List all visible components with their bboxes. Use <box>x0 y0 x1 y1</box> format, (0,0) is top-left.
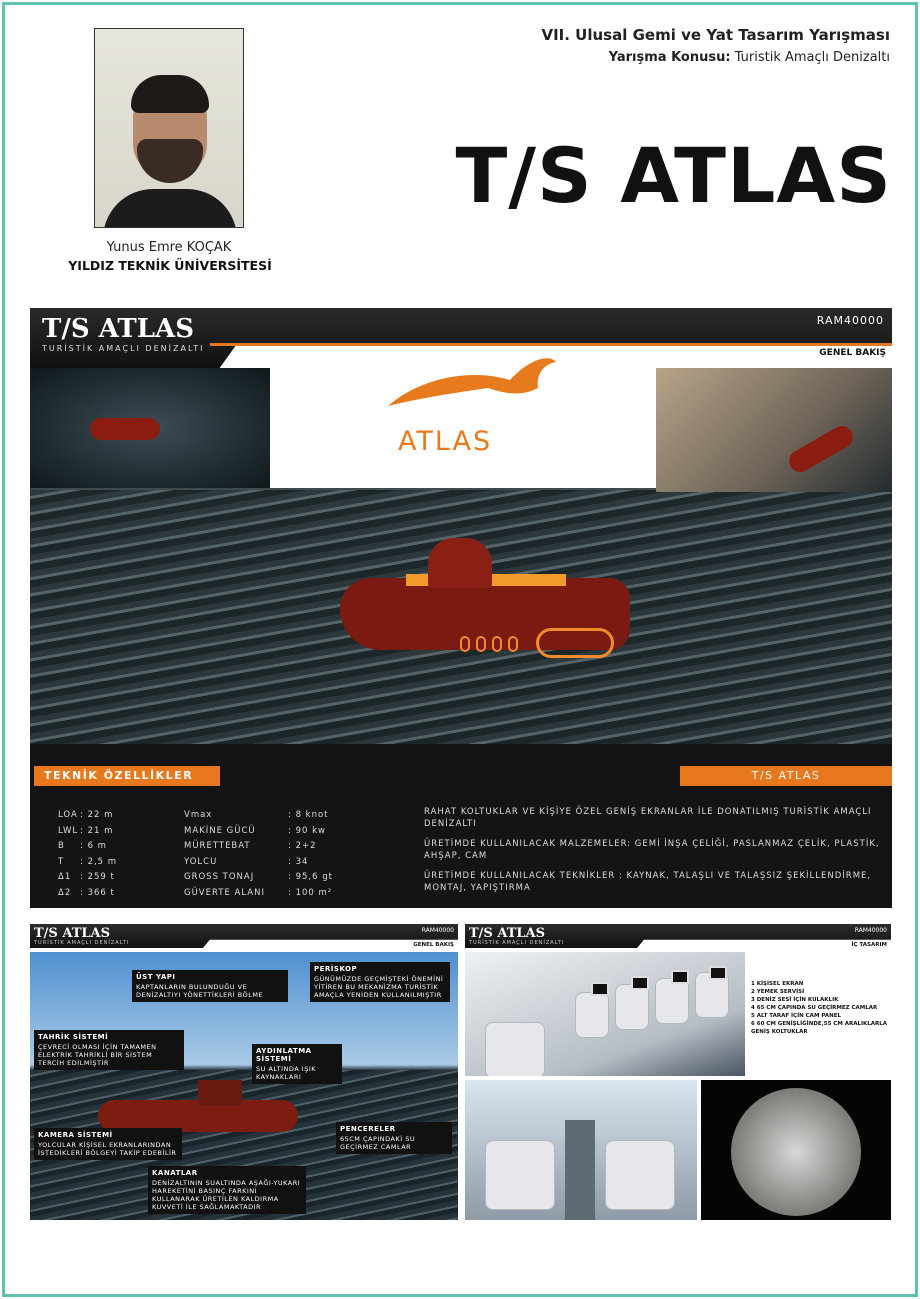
submarine-render <box>340 538 630 648</box>
page-title: T/S ATLAS <box>455 131 892 220</box>
board-view-label: GENEL BAKIŞ <box>819 348 886 358</box>
interior-subtitle: TURİSTİK AMAÇLI DENİZALTI <box>469 940 565 946</box>
interior-legend: 1 KİŞİSEL EKRAN 2 YEMEK SERVİSİ 3 DENİZ SESİ İÇİN KULAKLIK 4 65 CM ÇAPINDA SU GEÇİRMEZ CAMLAR 5 ALT TARAF İÇİN CAM PANEL 6 60 CM GENİŞLİĞİNDE,55 CM ARALIKLARLA GENİŞ KOLTUKLAR <box>751 981 888 1035</box>
author-photo <box>94 28 244 228</box>
spec-right-values: : 8 knot : 90 kw : 2+2 : 34 : 95,6 gt : 100 m² <box>288 810 333 898</box>
callout-aydinlatma: AYDINLATMA SİSTEMİ SU ALTINDA IŞIK KAYNAKLARI <box>252 1044 342 1084</box>
name-label: T/S ATLAS <box>680 766 892 786</box>
specs-label: TEKNİK ÖZELLİKLER <box>34 766 220 786</box>
callout-pencereler: PENCERELER 65CM ÇAPINDAKİ SU GEÇİRMEZ CAMLAR <box>336 1122 452 1154</box>
accent-line <box>210 343 892 346</box>
overview-render <box>30 952 458 1220</box>
render-scene <box>30 368 892 744</box>
competition-title: VII. Ulusal Gemi ve Yat Tasarım Yarışması <box>541 26 890 44</box>
overview-code: RAM40000 <box>421 927 454 934</box>
author-university: YILDIZ TEKNİK ÜNİVERSİTESİ <box>68 258 272 273</box>
callout-tahrik: TAHRİK SİSTEMİ ÇEVRECİ OLMASI İÇİN TAMAMEN ELEKTRİK TAHRİKLİ BİR SİSTEM TERCİH EDİLMİŞTİR <box>34 1030 184 1070</box>
interior-logo: T/S ATLAS <box>469 926 546 941</box>
interior-render-cabin <box>465 1080 697 1220</box>
callout-kanatlar: KANATLAR DENİZALTININ SUALTINDA AŞAĞI-YUKARI HAREKETİNİ BASINÇ FARKINI KULLANARAK ÜRETİLEN KALDIRMA KUVVETİ İLE SAĞLAMAKTADIR <box>148 1166 306 1214</box>
interior-render-porthole <box>701 1080 891 1220</box>
spec-panel <box>30 744 892 908</box>
board-subtitle: TURİSTİK AMAÇLI DENİZALTI <box>42 344 205 353</box>
main-board <box>30 308 892 908</box>
thumbnail-aerial <box>30 368 270 488</box>
author-name: Yunus Emre KOÇAK <box>106 240 232 255</box>
competition-topic: Yarışma Konusu: Turistik Amaçlı Denizaltı <box>608 50 890 65</box>
brand-text: ATLAS <box>398 426 493 457</box>
overview-view-label: GENEL BAKIŞ <box>413 942 454 948</box>
callout-ust-yapi: ÜST YAPI KAPTANLARIN BULUNDUĞU VE DENİZALTIYI YÖNETTİKLERİ BÖLME <box>132 970 288 1002</box>
description: RAHAT KOLTUKLAR VE KİŞİYE ÖZEL GENİŞ EKRANLAR İLE DONATILMIŞ TURİSTİK AMAÇLI DENİZALTI ÜRETİMDE KULLANILACAK MALZEMELER: GEMİ İNŞA ÇELİĞİ, PASLANMAZ ÇELİK, PLASTİK, AHŞAP, CAM ÜRETİMDE KULLANILACAK TEKNİKLER : KAYNAK, TALAŞLI VE TALAŞSIZ ŞEKİLLENDİRME, MONTAJ, YAPIŞTIRMA <box>424 807 880 893</box>
callout-periskop: PERİSKOP GÜNÜMÜZDE GEÇMİŞTEKİ ÖNEMİNİ YİTİREN BU MEKANİZMA TURİSTİK AMAÇLA YENİDEN KULLANILMIŞTIR <box>310 962 450 1002</box>
interior-render-seats <box>465 952 745 1076</box>
board-code: RAM40000 <box>816 314 884 327</box>
interior-board <box>465 924 891 1220</box>
interior-view-label: İÇ TASARIM <box>851 942 887 948</box>
overview-board <box>30 924 458 1220</box>
spec-right-labels: Vmax MAKİNE GÜCÜ MÜRETTEBAT YOLCU GROSS TONAJ GÜVERTE ALANI <box>184 810 265 898</box>
interior-code: RAM40000 <box>854 927 887 934</box>
thumbnail-pier <box>656 368 892 492</box>
atlas-whale-logo <box>380 348 560 420</box>
spec-left-labels: LOA LWL B T Δ1 Δ2 <box>58 810 79 898</box>
overview-logo: T/S ATLAS <box>34 926 111 941</box>
spec-left-values: : 22 m : 21 m : 6 m : 2,5 m : 259 t : 366 t <box>80 810 118 898</box>
board-logo: T/S ATLAS <box>42 314 195 344</box>
overview-subtitle: TURİSTİK AMAÇLI DENİZALTI <box>34 940 130 946</box>
callout-kamera: KAMERA SİSTEMİ YOLCULAR KİŞİSEL EKRANLARINDAN İSTEDİKLERİ BÖLGEYİ TAKİP EDEBİLİR <box>34 1128 182 1160</box>
